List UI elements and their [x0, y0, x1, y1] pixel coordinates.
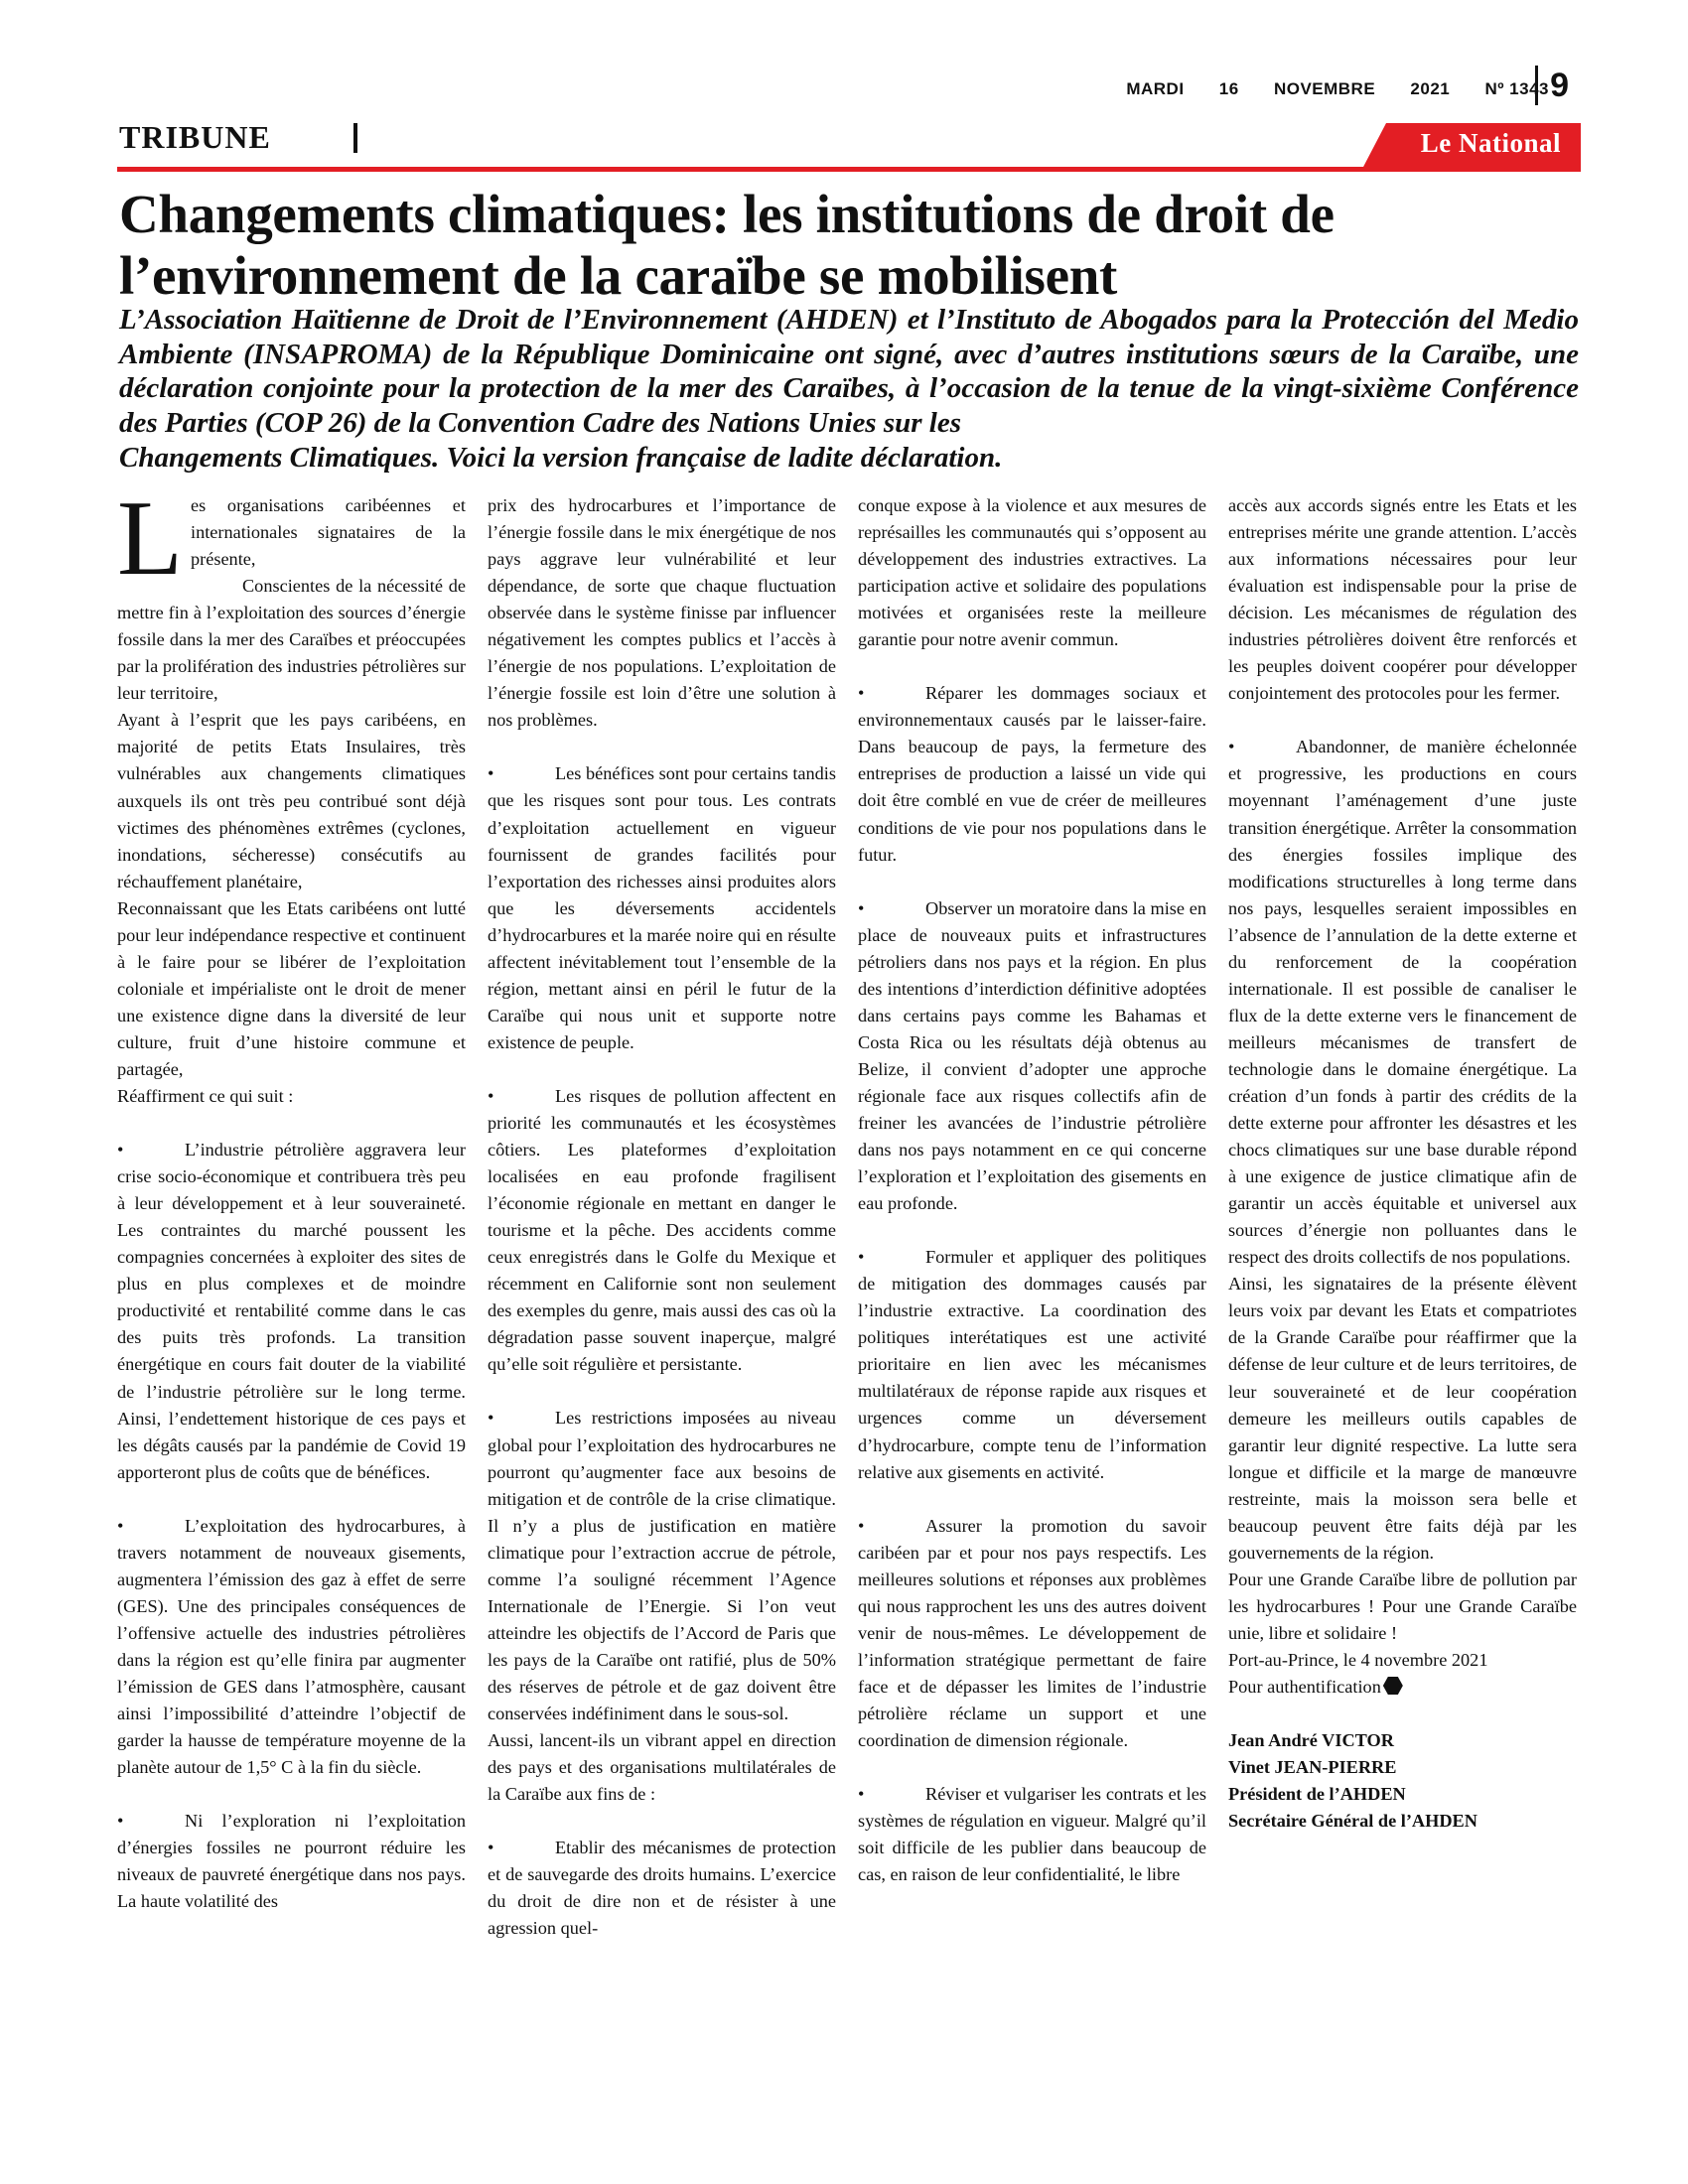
issue-date-number: 16: [1218, 79, 1239, 98]
bullet-item: • Ni l’exploration ni l’exploitation d’énergies fossiles ne pourront réduire les niveaux de pauvreté énergétique dans nos pays. La haute volatilité des: [117, 1808, 466, 1915]
bullet-item: • Observer un moratoire dans la mise en place de nouveaux puits et infrastructures pétroliers dans nos pays et la région. En plus des intentions d’interdiction définitive adoptées dans certains pays comme les Bahamas et Costa Rica ou les résultats déjà obtenus au Belize, il convient d’adopter une approche régionale face aux risques collectifs afin de freiner les avancées de l’industrie pétrolière dans nos pays notamment en ce qui concerne l’exploration et l’exploitation des gisements en eau profonde.: [858, 895, 1206, 1218]
section-divider: [353, 123, 357, 153]
bullet-item: • Les risques de pollution affectent en priorité les communautés et les écosystèmes côtiers. Les plateformes d’exploitation localisées en eau profonde fragilisent l’économie régionale en mettant en danger le tourisme et la pêche. Des accidents comme ceux enregistrés dans le Golfe du Mexique et récemment en Californie sont non seulement des exemples du genre, mais aussi des cas où la dégradation passe souvent inaperçue, malgré qu’elle soit régulière et persistante.: [488, 1083, 836, 1379]
article-deck: L’Association Haïtienne de Droit de l’Environnement (AHDEN) et l’Instituto de Abogados para la Protección del Medio Ambiente (INSAPROMA) de la République Dominicaine ont signé, avec d’autres institutions sœurs de la Caraïbe, une déclaration conjointe pour la protection de la mer des Caraïbes, à l’occasion de la tenue de la vingt-sixième Conférence des Parties (COP 26) de la Convention Cadre des Nations Unies sur les: [119, 304, 1579, 439]
bullet-mark: •: [858, 897, 865, 918]
signatory-title: Président de l’AHDEN: [1228, 1784, 1406, 1805]
issue-day: MARDI: [1126, 79, 1185, 98]
bullet-item: • Etablir des mécanismes de protection et de sauvegarde des droits humains. L’exercice du droit de dire non et de résister à une agression quel-: [488, 1835, 836, 1942]
bullet-item: • Abandonner, de manière échelonnée et progressive, les productions en cours moyennant l’aménagement d’une juste transition énergétique. Arrêter la consommation des énergies fossiles implique des modifications structurelles à long terme dans nos pays, lesquelles seraient impossibles en l’absence de l’annulation de la dette externe et du renforcement de la coopération internationale. Il est possible de canaliser le flux de la dette externe vers le financement de meilleurs mécanismes de transfert de technologie dans le domaine énergétique. La création d’un fonds à partir des crédits de la dette externe pour affronter les désastres et les chocs climatiques sur une base durable répond à une exigence de justice climatique afin de garantir un accès équitable et universel aux sources d’énergie non polluantes dans le respect des droits collectifs de nos populations.: [1228, 734, 1577, 1271]
article-body: [117, 479, 1583, 2120]
column-1: [117, 479, 466, 2120]
bullet-item: • L’industrie pétrolière aggravera leur crise socio-économique et contribuera très peu à leur développement et à leur souveraineté. Les contraintes du marché poussent les compagnies concernées à exploiter des sites de plus en plus complexes et de moindre productivité et rentabilité comme dans le cas des puits très profonds. La transition énergétique en cours fait douter de la viabilité de l’industrie pétrolière sur le long terme. Ainsi, l’endettement historique de ces pays et les dégâts causés par la pandémie de Covid 19 apporteront plus de coûts que de bénéfices.: [117, 1137, 466, 1486]
bullet-mark: •: [1228, 737, 1235, 757]
bullet-item: • Réviser et vulgariser les contrats et les systèmes de régulation en vigueur. Malgré qu’il soit difficile de les publier dans beaucoup de cas, en raison de leur confidentialité, le libre: [858, 1781, 1206, 1888]
bullet-item: • Réparer les dommages sociaux et environnementaux causés par le laisser-faire. Dans beaucoup de pays, la fermeture des entreprises de production a laissé un vide qui doit être comblé en vue de créer de meilleures conditions de vie pour nos populations dans le futur.: [858, 680, 1206, 868]
bullet-mark: •: [117, 1811, 124, 1832]
bullet-mark: •: [117, 1515, 124, 1536]
intro-paragraph: Les organisations caribéennes et internationales signataires de la présente,: [117, 479, 466, 598]
bullet-mark: •: [488, 1085, 494, 1106]
bullet-mark: •: [858, 1784, 865, 1805]
bullet-item: • Assurer la promotion du savoir caribéen par et pour nos pays respectifs. Les meilleures solutions et réponses aux problèmes qui nous rapprochent les uns des autres doivent venir de nous-mêmes. Le développement de l’information stratégique permettant de faire face et de dépasser les limites de l’industrie pétrolière réclame un support et une coordination de dimension régionale.: [858, 1513, 1206, 1754]
signatory-name: Jean André VICTOR: [1228, 1730, 1394, 1751]
issue-meta: [1096, 79, 1549, 99]
header-rule: [117, 167, 1581, 172]
issue-month: NOVEMBRE: [1273, 79, 1376, 98]
newspaper-brand: Le National: [1420, 128, 1561, 158]
paragraph: Aussi, lancent-ils un vibrant appel en direction des pays et des organisations multilatérales de la Caraïbe aux fins de :: [488, 1730, 836, 1805]
paragraph: conque expose à la violence et aux mesures de représailles les communautés qui s’opposent au développement des industries extractives. La participation active et solidaire des populations motivées et organisées reste la meilleure garantie pour notre avenir commun.: [858, 495, 1206, 650]
authentication-seal-icon: [1383, 1676, 1403, 1696]
paragraph: Ainsi, les signataires de la présente élèvent leurs voix par devant les Etats et compatriotes de la Grande Caraïbe pour réaffirmer que la défense de leur culture et de leurs territoires, de leur souveraineté et de leur coopération demeure les meilleurs outils capables de garantir leur dignité respective. La lutte sera longue et difficile et la marge de manœuvre restreinte, mais la moisson sera belle et beaucoup peuvent être faits déjà par les gouvernements de la région.: [1228, 1274, 1577, 1563]
article-deck-last-line: Changements Climatiques. Voici la version française de ladite déclaration.: [119, 442, 1003, 474]
bullet-mark: •: [488, 1408, 494, 1429]
signatory-name: Vinet JEAN-PIERRE: [1228, 1757, 1397, 1778]
column-2: [488, 492, 836, 2120]
bullet-mark: •: [858, 683, 865, 704]
place-date: Port-au-Prince, le 4 novembre 2021: [1228, 1649, 1488, 1670]
signatory-title: Secrétaire Général de l’AHDEN: [1228, 1811, 1477, 1832]
paragraph: Conscientes de la nécessité de mettre fin à l’exploitation des sources d’énergie fossile dans la mer des Caraïbes et préoccupées par la prolifération des industries pétrolières sur leur territoire,: [117, 576, 466, 704]
bullet-item: • L’exploitation des hydrocarbures, à travers notamment de nouveaux gisements, augmentera l’émission des gaz à effet de serre (GES). Une des principales conséquences de l’offensive actuelle des industries pétrolières dans la région est qu’elle finira par augmenter l’émission de GES dans l’atmosphère, causant ainsi l’impossibilité d’atteindre l’objectif de garder la hausse de température moyenne de la planète autour de 1,5° C à la fin du siècle.: [117, 1513, 466, 1781]
bullet-item: • Formuler et appliquer des politiques de mitigation des dommages causés par l’industrie extractive. La coordination des politiques interétatiques est une activité prioritaire en lien avec les mécanismes multilatéraux de réponse rapide aux risques et urgences comme un déversement d’hydrocarbure, compte tenu de l’information relative aux gisements en activité.: [858, 1244, 1206, 1485]
authentication-line: Pour authentification: [1228, 1674, 1577, 1701]
column-3: [858, 492, 1206, 2120]
bullet-mark: •: [488, 1838, 494, 1858]
page-number: 9: [1535, 66, 1569, 105]
bullet-mark: •: [858, 1247, 865, 1268]
paragraph: prix des hydrocarbures et l’importance de l’énergie fossile dans le mix énergétique de nos pays aggrave leur vulnérabilité et leur dépendance, de sorte que chaque fluctuation observée dans le système finisse par influencer négativement les comptes publics et l’accès à l’énergie de nos populations. L’exploitation de l’énergie fossile est loin d’être une solution à nos problèmes.: [488, 495, 836, 731]
paragraph: Ayant à l’esprit que les pays caribéens, en majorité de petits Etats Insulaires, très vulnérables aux changements climatiques auxquels ils ont très peu contribué sont déjà victimes des phénomènes extrêmes (cyclones, inondations, sécheresse) consécutifs au réchauffement planétaire,: [117, 710, 466, 891]
bullet-item: • Les restrictions imposées au niveau global pour l’exploitation des hydrocarbures ne pourront qu’augmenter face aux besoins de mitigation et de contrôle de la crise climatique. Il n’y a plus de justification en matière climatique pour l’extraction accrue de pétrole, comme l’a souligné récemment l’Agence Internationale de l’Energie. Si l’on veut atteindre les objectifs de l’Accord de Paris que les pays de la Caraïbe ont ratifié, plus de 50% des réserves de pétrole et de gaz doivent être conservées indéfiniment dans le sous-sol.: [488, 1405, 836, 1727]
paragraph: accès aux accords signés entre les Etats et les entreprises mérite une grande attention. L’accès aux informations nécessaires pour leur évaluation est indispensable pour la prise de décision. Les mécanismes de régulation des industries pétrolières doivent être renforcés et les peuples doivent coopérer pour développer conjointement des protocoles pour les fermer.: [1228, 495, 1577, 704]
closing-slogan: Pour une Grande Caraïbe libre de pollution par les hydrocarbures ! Pour une Grande Caraïbe unie, libre et solidaire !: [1228, 1569, 1577, 1643]
bullet-mark: •: [117, 1140, 124, 1160]
article-headline: Changements climatiques: les institutions de droit de l’environnement de la caraïbe se mobilisent: [119, 184, 1335, 306]
section-label: TRIBUNE: [119, 119, 271, 155]
paragraph: Réaffirment ce qui suit :: [117, 1086, 294, 1107]
paragraph: Reconnaissant que les Etats caribéens ont lutté pour leur indépendance respective et continuent à le faire pour se libérer de l’exploitation coloniale et impérialiste ont le droit de mener une existence digne dans la diversité de leur culture, fruit d’une histoire commune et partagée,: [117, 897, 466, 1079]
bullet-item: • Les bénéfices sont pour certains tandis que les risques sont pour tous. Les contrats d’exploitation actuellement en vigueur fournissent de grandes facilités pour l’exportation des richesses ainsi produites alors que les déversements accidentels d’hydrocarbures et la marée noire qui en résulte affectent inévitablement tout l’ensemble de la région, mettant ainsi en péril le futur de la Caraïbe qui nous unit et supporte notre existence de peuple.: [488, 760, 836, 1056]
bullet-mark: •: [488, 763, 494, 784]
bullet-mark: •: [858, 1515, 865, 1536]
drop-cap: L: [117, 479, 183, 598]
issue-year: 2021: [1410, 79, 1451, 98]
issue-number: Nº 1343: [1484, 79, 1549, 98]
column-4: [1228, 492, 1577, 2120]
